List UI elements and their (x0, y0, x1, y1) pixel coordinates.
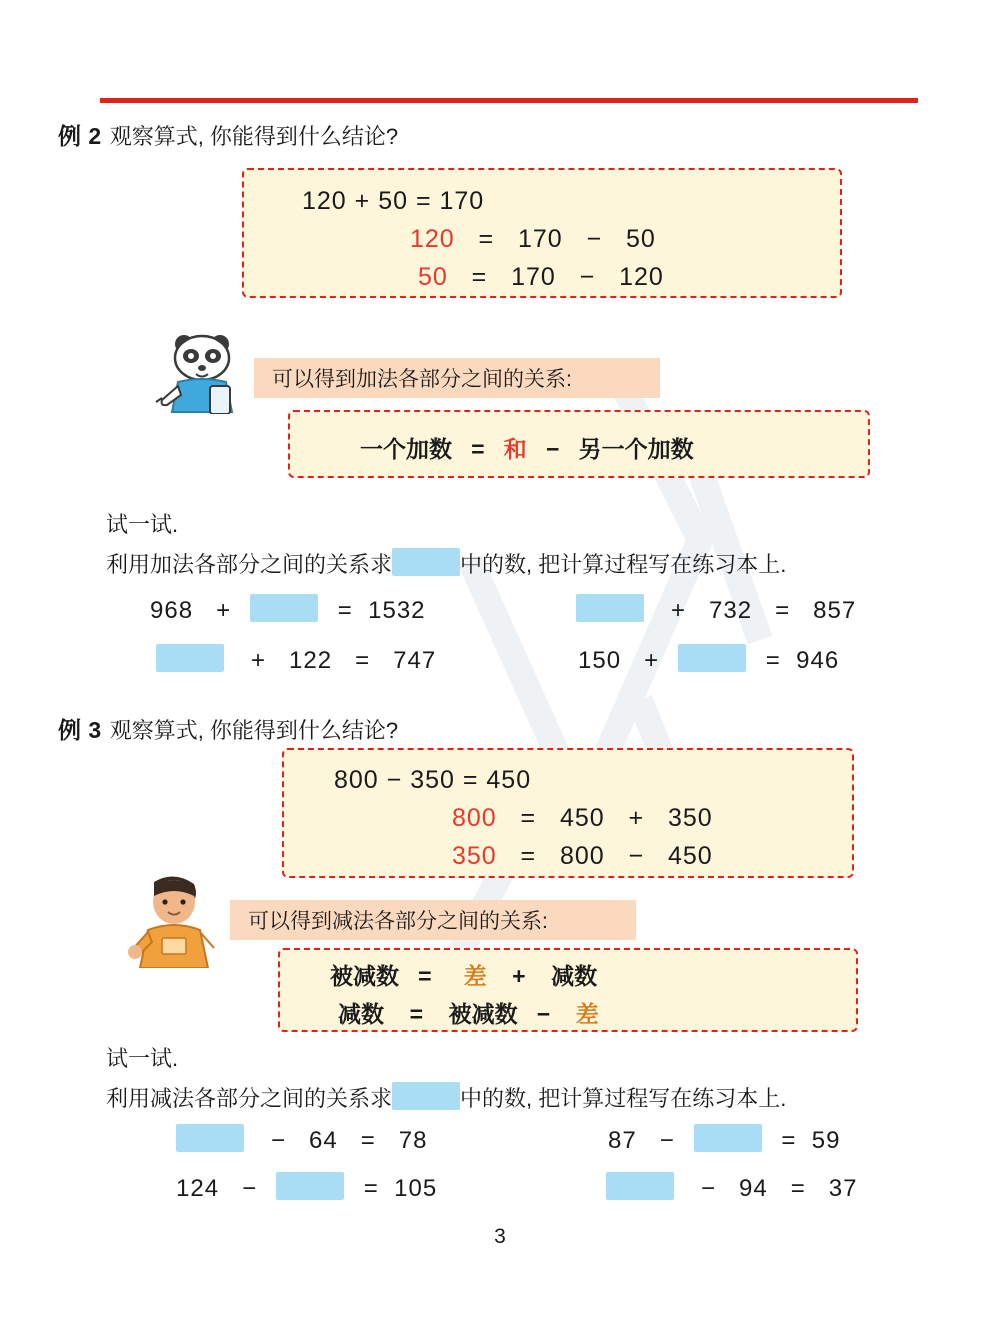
page-number: 3 (494, 1225, 506, 1248)
example3-relation-line-1 (330, 958, 597, 991)
example2-banner (254, 358, 660, 398)
result: 37 (828, 1175, 858, 1202)
operator: − (242, 1175, 258, 1202)
operator: − (701, 1175, 717, 1202)
operator: − (659, 1127, 675, 1154)
result: 105 (394, 1175, 438, 1202)
example2-exercise-3 (152, 644, 436, 675)
operand-a: 87 (608, 1127, 637, 1154)
relation-right: 另一个加数 (578, 436, 694, 462)
boy-illustration (118, 868, 228, 968)
answer-blank[interactable] (678, 644, 746, 672)
example3-heading-text: 观察算式, 你能得到什么结论? (109, 718, 399, 743)
example3-try-text-after: 中的数, 把计算过程写在练习本上. (460, 1086, 787, 1111)
relation-middle: 差 (463, 963, 487, 989)
example3-label: 例 3 (58, 717, 102, 743)
relation-right: 减数 (551, 963, 598, 989)
equals-sign: = (363, 1175, 379, 1202)
operand-a: 968 (150, 597, 194, 624)
answer-blank[interactable] (250, 594, 318, 622)
relation-equals: = (409, 1001, 423, 1027)
example3-try-text (106, 1082, 786, 1113)
equals-sign: = (765, 647, 781, 674)
answer-blank[interactable] (176, 1124, 244, 1152)
answer-blank[interactable] (694, 1124, 762, 1152)
top-divider-rule (100, 98, 918, 103)
example3-exercise-1 (172, 1124, 428, 1155)
example2-try-text-after: 中的数, 把计算过程写在练习本上. (460, 552, 787, 577)
example2-exercise-2 (572, 594, 856, 625)
relation-equals: = (418, 963, 432, 989)
answer-blank[interactable] (576, 594, 644, 622)
operator: + (216, 597, 232, 624)
example3-equation-3: 350 = 800 − 450 (452, 842, 713, 870)
relation-op: + (512, 963, 526, 989)
operator: + (251, 647, 267, 674)
example3-equation-2: 800 = 450 + 350 (452, 804, 713, 832)
example2-heading-text: 观察算式, 你能得到什么结论? (109, 124, 399, 149)
result: 857 (813, 597, 857, 624)
relation-middle: 和 (503, 436, 527, 462)
example2-exercise-1 (150, 594, 426, 625)
example3-equation-1: 800 − 350 = 450 (334, 766, 532, 794)
example2-relation-line (360, 431, 694, 464)
example2-try-label: 试一试. (106, 512, 179, 537)
answer-blank[interactable] (392, 548, 460, 576)
example2-try-text (106, 548, 786, 579)
equals-sign: = (360, 1127, 376, 1154)
equals-sign: = (775, 597, 791, 624)
result: 946 (796, 647, 840, 674)
example3-exercise-4 (602, 1172, 858, 1203)
operand-b: 94 (739, 1175, 768, 1202)
equals-sign: = (337, 597, 353, 624)
relation-equals: = (471, 436, 485, 462)
operator: − (271, 1127, 287, 1154)
equals-sign: = (355, 647, 371, 674)
operator: + (671, 597, 687, 624)
relation-left: 一个加数 (360, 436, 452, 462)
equals-sign: = (781, 1127, 797, 1154)
panda-illustration (148, 332, 252, 414)
example3-try-text-before: 利用减法各部分之间的关系求 (106, 1086, 393, 1111)
relation-left: 减数 (338, 1001, 384, 1027)
example2-try-text-before: 利用加法各部分之间的关系求 (106, 552, 393, 577)
example2-label: 例 2 (58, 123, 102, 149)
example2-banner-text: 可以得到加法各部分之间的关系: (272, 368, 572, 391)
result: 78 (398, 1127, 428, 1154)
example2-exercise-4 (578, 644, 839, 675)
example3-relation-line-2 (338, 996, 599, 1029)
example3-banner-text: 可以得到减法各部分之间的关系: (248, 910, 548, 933)
operand-b: 64 (309, 1127, 338, 1154)
answer-blank[interactable] (606, 1172, 674, 1200)
example3-heading (58, 712, 398, 745)
answer-blank[interactable] (392, 1082, 460, 1110)
operand-a: 124 (176, 1175, 220, 1202)
operator: + (644, 647, 660, 674)
example3-try-label: 试一试. (106, 1046, 179, 1071)
relation-right: 差 (575, 1001, 599, 1027)
relation-minus: − (545, 436, 560, 462)
relation-op: − (536, 1001, 551, 1027)
operand-a: 150 (578, 647, 622, 674)
operand-b: 122 (289, 647, 333, 674)
result: 1532 (368, 597, 426, 624)
result: 747 (393, 647, 437, 674)
example3-exercise-3 (176, 1172, 437, 1203)
relation-middle: 被减数 (448, 1001, 518, 1027)
example2-equation-1: 120 + 50 = 170 (302, 187, 485, 215)
result: 59 (811, 1127, 841, 1154)
relation-left: 被减数 (330, 963, 399, 989)
example2-equation-3: 50 = 170 − 120 (418, 263, 664, 291)
example2-heading (58, 118, 398, 151)
example3-banner (230, 900, 636, 940)
answer-blank[interactable] (156, 644, 224, 672)
equals-sign: = (790, 1175, 806, 1202)
example2-equation-2: 120 = 170 − 50 (410, 225, 656, 253)
example3-exercise-2 (608, 1124, 840, 1155)
operand-b: 732 (709, 597, 753, 624)
answer-blank[interactable] (276, 1172, 344, 1200)
